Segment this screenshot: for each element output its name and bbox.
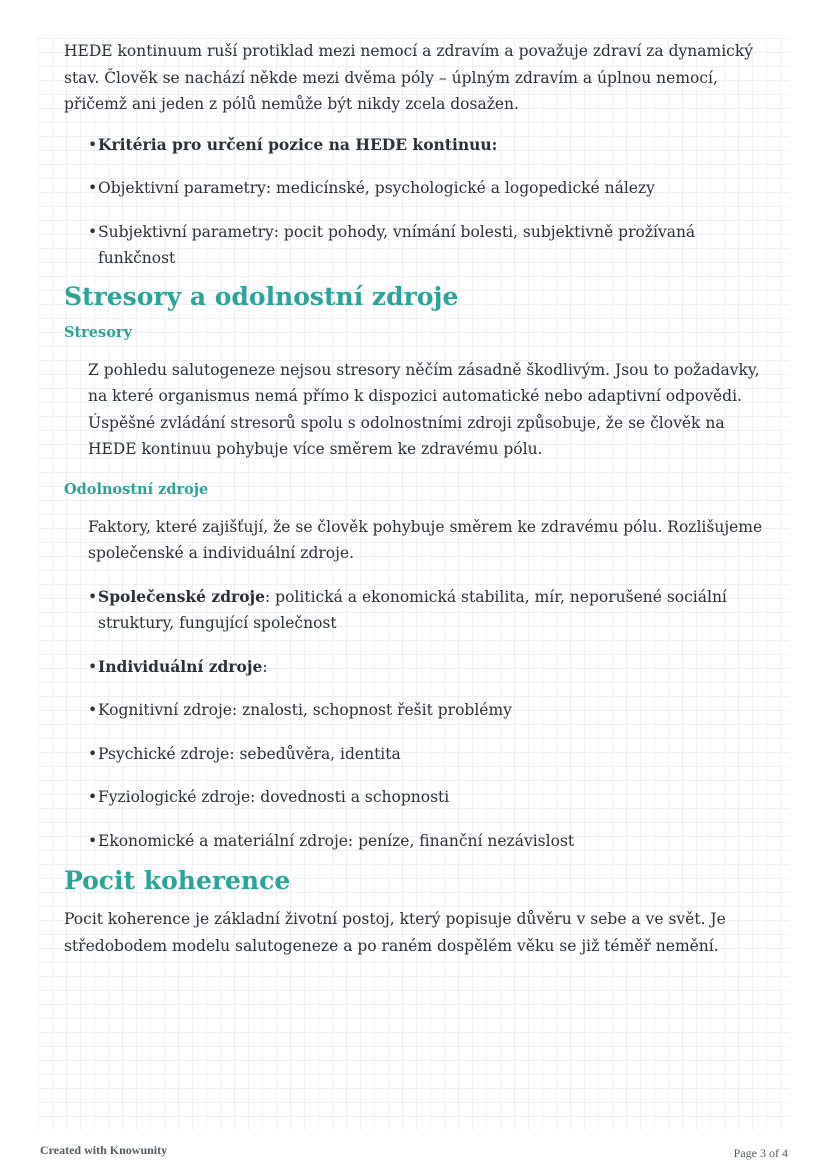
intro-paragraph: HEDE kontinuum ruší protiklad mezi nemocí a zdravím a považuje zdraví za dynamický stav. Člověk se nachází někde mezi dvěma póly – úplným zdravím a úplnou nemocí, přičemž ani jeden z pólů nemůže být nikdy zcela dosažen.: [64, 42, 753, 113]
resources-paragraph: Faktory, které zajišťují, že se člověk pohybuje směrem ke zdravému pólu. Rozlišujeme společenské a individuální zdroje.: [88, 517, 763, 562]
individual-colon: :: [262, 657, 268, 676]
page-content: [64, 38, 764, 959]
section-title-stressors: Stresory a odolnostní zdroje: [64, 281, 459, 311]
bullet-objective: •Objektivní parametry: medicínské, psychologické a logopedické nálezy: [88, 179, 655, 197]
section-title-coherence: Pocit koherence: [64, 866, 291, 895]
resource-item: Psychické zdroje: sebedůvěra, identita: [98, 744, 401, 763]
bullet-economic: •Ekonomické a materiální zdroje: peníze, finanční nezávislost: [88, 831, 575, 850]
resource-item: Ekonomické a materiální zdroje: peníze, finanční nezávislost: [98, 831, 575, 850]
subheading-resources: Odolnostní zdroje: [64, 480, 209, 498]
bullet-physiological: •Fyziologické zdroje: dovednosti a schopnosti: [88, 788, 450, 806]
subjective-text: Subjektivní parametry: pocit pohody, vnímání bolesti, subjektivně prožívaná funkčnost: [98, 222, 696, 267]
resource-item: Kognitivní zdroje: znalosti, schopnost řešit problémy: [98, 701, 512, 719]
stressors-paragraph: Z pohledu salutogeneze nejsou stresory něčím zásadně škodlivým. Jsou to požadavky, na které organismus nemá přímo k dispozici automatické nebo adaptivní odpovědi. Úspěšné zvládání stresorů spolu s odolnostními zdroji způsobuje, že se člověk na HEDE kontinuu pohybuje více směrem ke zdravému pólu.: [88, 360, 760, 458]
criteria-label: Kritéria pro určení pozice na HEDE kontinuu:: [98, 134, 498, 154]
subheading-stressors: Stresory: [64, 323, 132, 341]
social-label: Společenské zdroje: [98, 586, 266, 606]
resource-item: Fyziologické zdroje: dovednosti a schopnosti: [98, 788, 450, 806]
social-text: : politická a ekonomická stabilita, mír, neporušené sociální struktury, fungující společnost: [98, 587, 727, 632]
bullet-criteria: •Kritéria pro určení pozice na HEDE kontinuu:: [88, 134, 498, 154]
coherence-paragraph: Pocit koherence je základní životní postoj, který popisuje důvěru v sebe a ve svět. Je středobodem modelu salutogeneze a po raném dospělém věku se již téměř nemění.: [64, 910, 726, 955]
footer-page-number: Page 3 of 4: [733, 1146, 788, 1160]
bullet-social-resources: •Společenské zdroje: politická a ekonomická stabilita, mír, neporušené sociální struktury, fungující společnost: [88, 586, 727, 632]
objective-text: Objektivní parametry: medicínské, psychologické a logopedické nálezy: [98, 179, 655, 197]
bullet-psychic: •Psychické zdroje: sebedůvěra, identita: [88, 744, 401, 763]
bullet-individual-resources: •Individuální zdroje:: [88, 656, 268, 676]
bullet-cognitive: •Kognitivní zdroje: znalosti, schopnost řešit problémy: [88, 701, 512, 719]
bullet-subjective: •Subjektivní parametry: pocit pohody, vnímání bolesti, subjektivně prožívaná funkčnost: [88, 222, 696, 267]
individual-label: Individuální zdroje: [98, 656, 263, 676]
footer-created: Created with Knowunity: [40, 1143, 168, 1157]
